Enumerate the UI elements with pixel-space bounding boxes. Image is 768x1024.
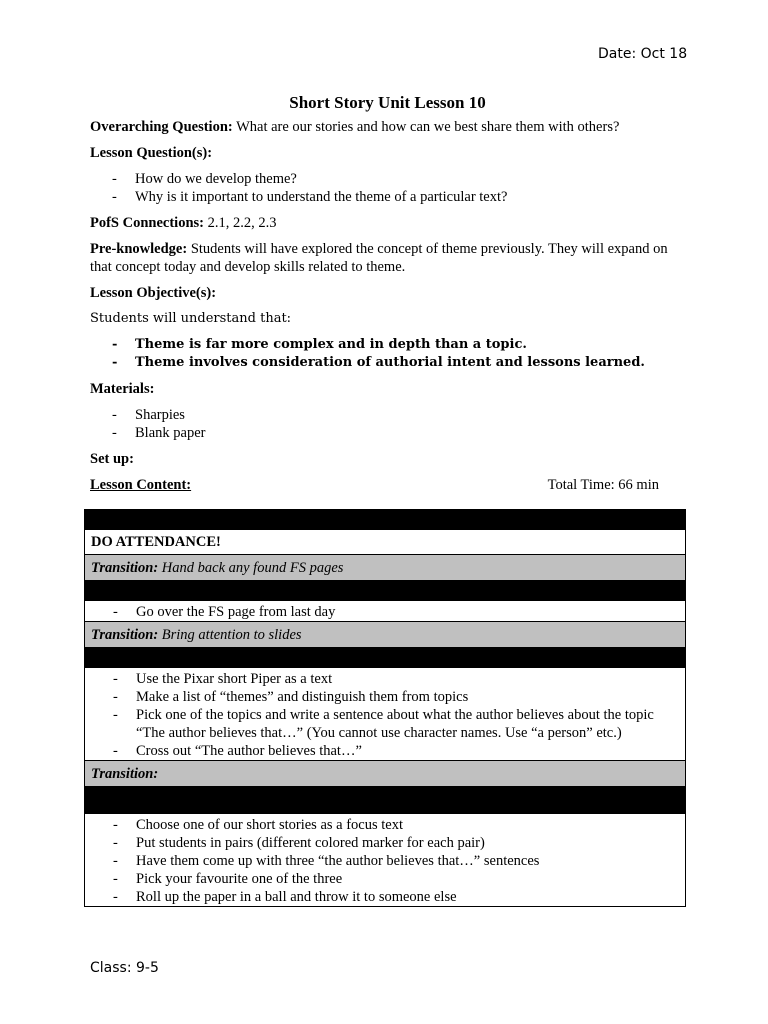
list-item: - Roll up the paper in a ball and throw it to someone else <box>91 888 679 906</box>
table-row <box>85 601 686 622</box>
transition-text: Bring attention to slides <box>158 626 302 643</box>
table-row <box>85 530 686 555</box>
transition-label: Transition: <box>91 626 159 643</box>
class-label: Class: 9-5 <box>90 960 159 976</box>
lesson-content-table <box>84 509 686 907</box>
overarching-question <box>90 118 685 136</box>
section-header-bar <box>85 581 686 601</box>
materials-list <box>90 406 685 442</box>
objectives-intro: Students will understand that: <box>90 311 292 326</box>
transition-row <box>85 555 686 581</box>
materials-heading: Materials: <box>90 381 155 397</box>
list-item: - How do we develop theme? <box>90 170 685 188</box>
list-item: - Use the Pixar short Piper as a text <box>91 670 679 688</box>
list-item: - Pick your favourite one of the three <box>91 870 679 888</box>
section-header-bar <box>85 787 686 814</box>
transition-label: Transition: <box>91 559 159 576</box>
pre-knowledge-label: Pre-knowledge: <box>90 241 188 257</box>
list-item: - Cross out “The author believes that…” <box>91 742 679 760</box>
list-item: - Sharpies <box>90 406 685 424</box>
pre-knowledge <box>90 240 685 276</box>
page-title: Short Story Unit Lesson 10 <box>289 93 486 112</box>
transition-row <box>85 622 686 648</box>
lesson-questions-heading: Lesson Question(s): <box>90 145 213 161</box>
table-header-bar <box>85 510 686 530</box>
transition-text: Hand back any found FS pages <box>158 559 344 576</box>
lesson-questions-list <box>90 170 685 206</box>
objectives-list <box>90 336 685 372</box>
table-row <box>85 814 686 907</box>
transition-label: Transition: <box>91 765 159 782</box>
list-item: - Why is it important to understand the theme of a particular text? <box>90 188 685 206</box>
pre-knowledge-text: Students will have explored the concept of theme previously. They will expand on that concept today and develop skills related to theme. <box>90 241 668 275</box>
setup-heading: Set up: <box>90 451 134 467</box>
section-header-bar <box>85 648 686 668</box>
list-item: - Choose one of our short stories as a focus text <box>91 816 679 834</box>
attendance-cell: DO ATTENDANCE! <box>85 530 686 555</box>
overarching-text: What are our stories and how can we best share them with others? <box>232 119 620 135</box>
table-row <box>85 668 686 761</box>
lesson-content-row <box>90 476 685 494</box>
transition-row <box>85 761 686 787</box>
pofs-text: 2.1, 2.2, 2.3 <box>204 215 277 231</box>
list-item: - Theme is far more complex and in depth than a topic. <box>90 336 685 354</box>
section-list <box>91 603 679 621</box>
pofs-label: PofS Connections: <box>90 215 204 231</box>
section-list <box>91 670 679 760</box>
list-item: - Put students in pairs (different colored marker for each pair) <box>91 834 679 852</box>
list-item: - Have them come up with three “the author believes that…” sentences <box>91 852 679 870</box>
section-list <box>91 816 679 906</box>
list-item: - Theme involves consideration of authorial intent and lessons learned. <box>90 354 685 372</box>
date-label: Date: Oct 18 <box>598 46 688 62</box>
pofs-connections <box>90 214 685 232</box>
total-time: Total Time: 66 min <box>547 477 659 493</box>
objectives-heading: Lesson Objective(s): <box>90 285 217 301</box>
overarching-label: Overarching Question: <box>90 119 233 135</box>
list-item: - Pick one of the topics and write a sentence about what the author believes about the topic “The author believes that…” (You cannot use character names. Use “a person” etc.) <box>91 706 679 742</box>
lesson-content-heading: Lesson Content: <box>90 477 192 493</box>
list-item: - Go over the FS page from last day <box>91 603 679 621</box>
lesson-plan-body <box>90 94 685 502</box>
list-item: - Make a list of “themes” and distinguish them from topics <box>91 688 679 706</box>
list-item: - Blank paper <box>90 424 685 442</box>
